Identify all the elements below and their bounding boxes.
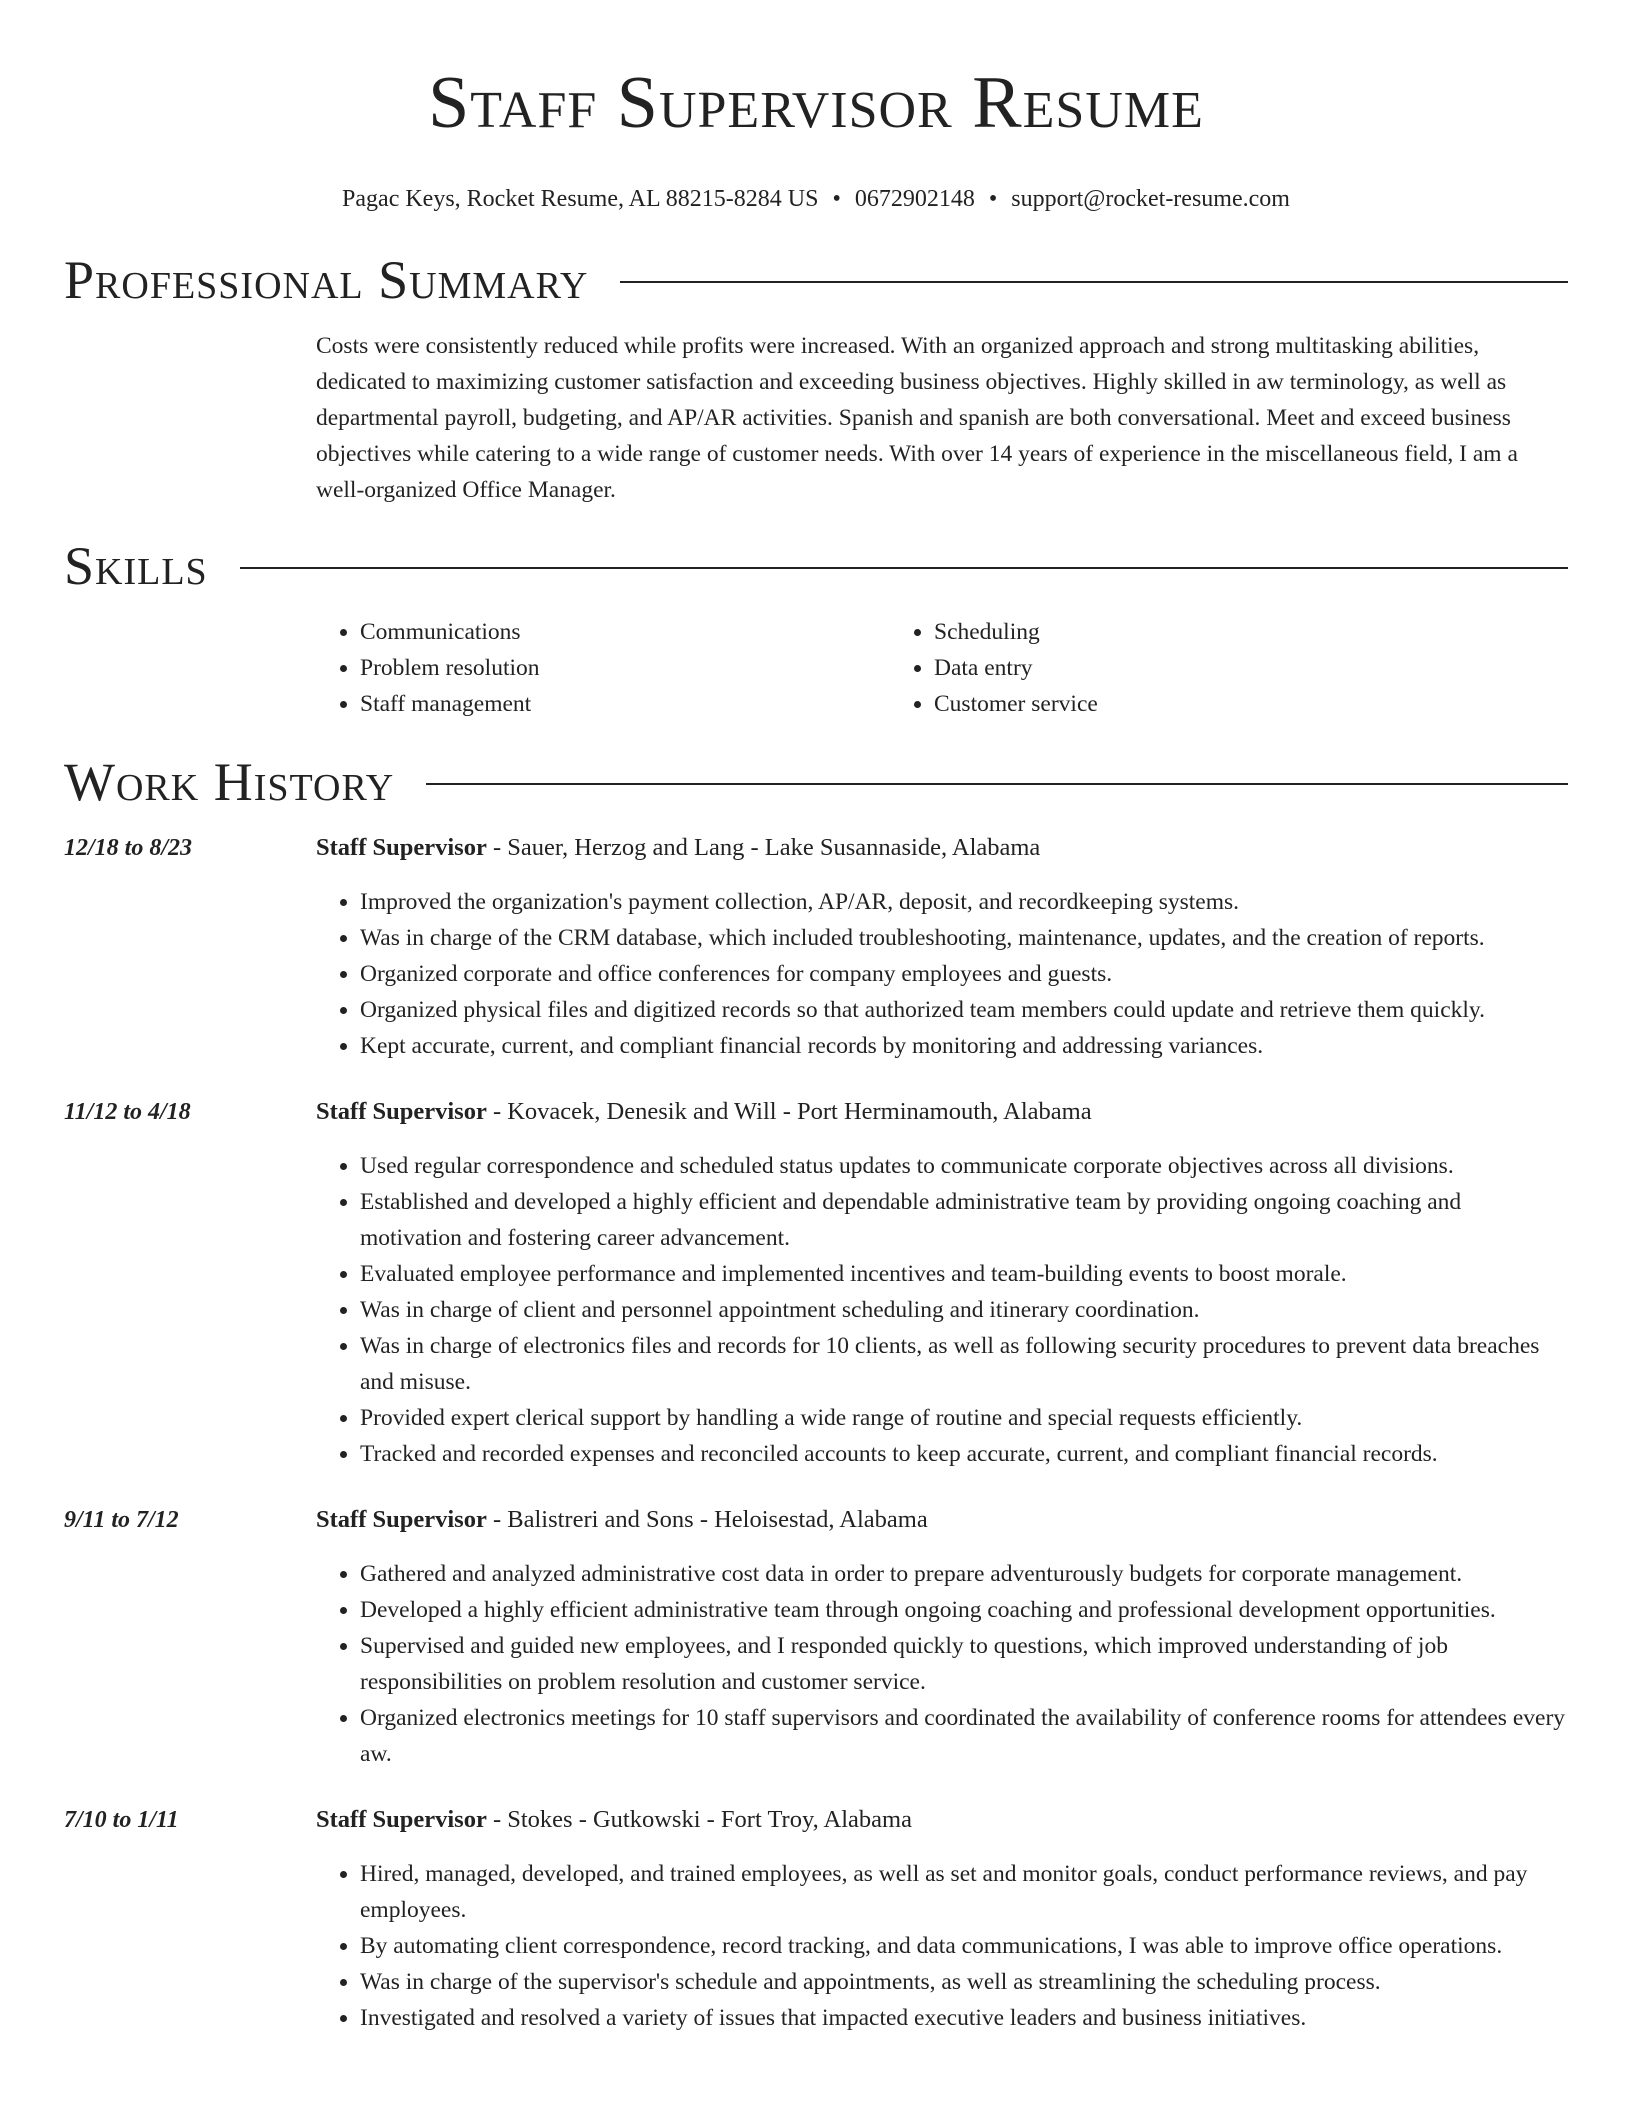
job-bullet: • Tracked and recorded expenses and reconciled accounts to keep accurate, current, and compliant financial records. xyxy=(360,1436,1568,1472)
contact-line xyxy=(64,184,1568,214)
skill-item: • Staff management xyxy=(360,686,890,722)
job-details: - Stokes - Gutkowski - Fort Troy, Alabama xyxy=(486,1806,912,1833)
job-bullet: • Organized physical files and digitized records so that authorized team members could update and retrieve them quickly. xyxy=(360,992,1568,1028)
job-bullet: • Used regular correspondence and scheduled status updates to communicate corporate objectives across all divisions. xyxy=(360,1148,1568,1184)
job-bullet: • By automating client correspondence, record tracking, and data communications, I was able to improve office operations. xyxy=(360,1928,1568,1964)
job-bullet: • Was in charge of client and personnel appointment scheduling and itinerary coordination. xyxy=(360,1292,1568,1328)
job-entry xyxy=(64,830,1568,1064)
job-bullet: • Provided expert clerical support by handling a wide range of routine and special requests efficiently. xyxy=(360,1400,1568,1436)
job-bullets xyxy=(316,884,1568,1064)
summary-section-header xyxy=(64,248,1568,312)
job-bullet: • Organized corporate and office conferences for company employees and guests. xyxy=(360,956,1568,992)
job-bullet: • Was in charge of the CRM database, which included troubleshooting, maintenance, updates, and the creation of reports. xyxy=(360,920,1568,956)
contact-separator: • xyxy=(832,186,841,212)
skill-item: • Scheduling xyxy=(934,614,1098,650)
job-entry xyxy=(64,1094,1568,1472)
job-bullet: • Improved the organization's payment collection, AP/AR, deposit, and recordkeeping systems. xyxy=(360,884,1568,920)
job-bullets xyxy=(316,1148,1568,1472)
job-content xyxy=(316,1802,1568,2036)
job-details: - Kovacek, Denesik and Will - Port Herminamouth, Alabama xyxy=(486,1098,1092,1125)
contact-email: support@rocket-resume.com xyxy=(1011,186,1290,212)
job-title: Staff Supervisor xyxy=(316,1506,487,1533)
work-section-header xyxy=(64,750,1568,814)
skills-list-left xyxy=(316,614,890,722)
job-dates: 7/10 to 1/11 xyxy=(64,1807,179,1833)
section-divider xyxy=(620,281,1568,283)
job-bullet: • Evaluated employee performance and implemented incentives and team-building events to boost morale. xyxy=(360,1256,1568,1292)
job-bullet: • Investigated and resolved a variety of issues that impacted executive leaders and business initiatives. xyxy=(360,2000,1568,2036)
job-details: - Balistreri and Sons - Heloisestad, Alabama xyxy=(486,1506,928,1533)
skills-grid xyxy=(316,614,1568,722)
skill-item: • Problem resolution xyxy=(360,650,890,686)
job-content xyxy=(316,1094,1568,1472)
skills-section-header xyxy=(64,534,1568,598)
work-history-list xyxy=(64,830,1568,2036)
job-bullets xyxy=(316,1856,1568,2036)
summary-text: Costs were consistently reduced while profits were increased. With an organized approach and strong multitasking abilities, dedicated to maximizing customer satisfaction and exceeding business objectives. Highly skilled in aw terminology, as well as departmental payroll, budgeting, and AP/AR activities. Spanish and spanish are both conversational. Meet and exceed business objectives while catering to a wide range of customer needs. With over 14 years of experience in the miscellaneous field, I am a well-organized Office Manager. xyxy=(316,333,1518,503)
section-divider xyxy=(426,783,1568,785)
job-title: Staff Supervisor xyxy=(316,1098,487,1125)
job-title: Staff Supervisor xyxy=(316,834,487,861)
section-divider xyxy=(240,567,1568,569)
job-title-line xyxy=(316,1094,1568,1130)
contact-phone: 0672902148 xyxy=(854,186,975,212)
skill-item: • Communications xyxy=(360,614,890,650)
job-dates: 12/18 to 8/23 xyxy=(64,835,193,861)
work-heading: Work History xyxy=(64,752,395,812)
job-entry xyxy=(64,1802,1568,2036)
job-bullet: • Was in charge of electronics files and records for 10 clients, as well as following security procedures to prevent data breaches and misuse. xyxy=(360,1328,1568,1400)
skills-heading: Skills xyxy=(64,536,208,596)
skill-item: • Customer service xyxy=(934,686,1098,722)
job-content xyxy=(316,830,1568,1064)
job-bullet: • Gathered and analyzed administrative cost data in order to prepare adventurously budgets for corporate management. xyxy=(360,1556,1568,1592)
job-dates: 9/11 to 7/12 xyxy=(64,1507,179,1533)
job-bullet: • Supervised and guided new employees, and I responded quickly to questions, which improved understanding of job responsibilities on problem resolution and customer service. xyxy=(360,1628,1568,1700)
job-details: - Sauer, Herzog and Lang - Lake Susannaside, Alabama xyxy=(486,834,1041,861)
job-bullets xyxy=(316,1556,1568,1772)
resume-title: Staff Supervisor Resume xyxy=(428,62,1204,144)
job-bullet: • Organized electronics meetings for 10 staff supervisors and coordinated the availability of conference rooms for attendees every aw. xyxy=(360,1700,1568,1772)
job-entry xyxy=(64,1502,1568,1772)
job-content xyxy=(316,1502,1568,1772)
job-title-line xyxy=(316,1502,1568,1538)
job-dates: 11/12 to 4/18 xyxy=(64,1099,191,1125)
job-title-line xyxy=(316,1802,1568,1838)
job-bullet: • Kept accurate, current, and compliant financial records by monitoring and addressing variances. xyxy=(360,1028,1568,1064)
job-bullet: • Was in charge of the supervisor's schedule and appointments, as well as streamlining the scheduling process. xyxy=(360,1964,1568,2000)
contact-separator: • xyxy=(988,186,998,212)
contact-address: Pagac Keys, Rocket Resume, AL 88215-8284 US xyxy=(342,186,819,212)
job-title-line xyxy=(316,830,1568,866)
job-bullet: • Developed a highly efficient administrative team through ongoing coaching and professional development opportunities. xyxy=(360,1592,1568,1628)
summary-heading: Professional Summary xyxy=(64,250,589,310)
job-title: Staff Supervisor xyxy=(316,1806,487,1833)
job-bullet: • Hired, managed, developed, and trained employees, as well as set and monitor goals, conduct performance reviews, and pay employees. xyxy=(360,1856,1568,1928)
job-bullet: • Established and developed a highly efficient and dependable administrative team by providing ongoing coaching and motivation and fostering career advancement. xyxy=(360,1184,1568,1256)
skill-item: • Data entry xyxy=(934,650,1098,686)
skills-list-right xyxy=(890,614,1098,722)
